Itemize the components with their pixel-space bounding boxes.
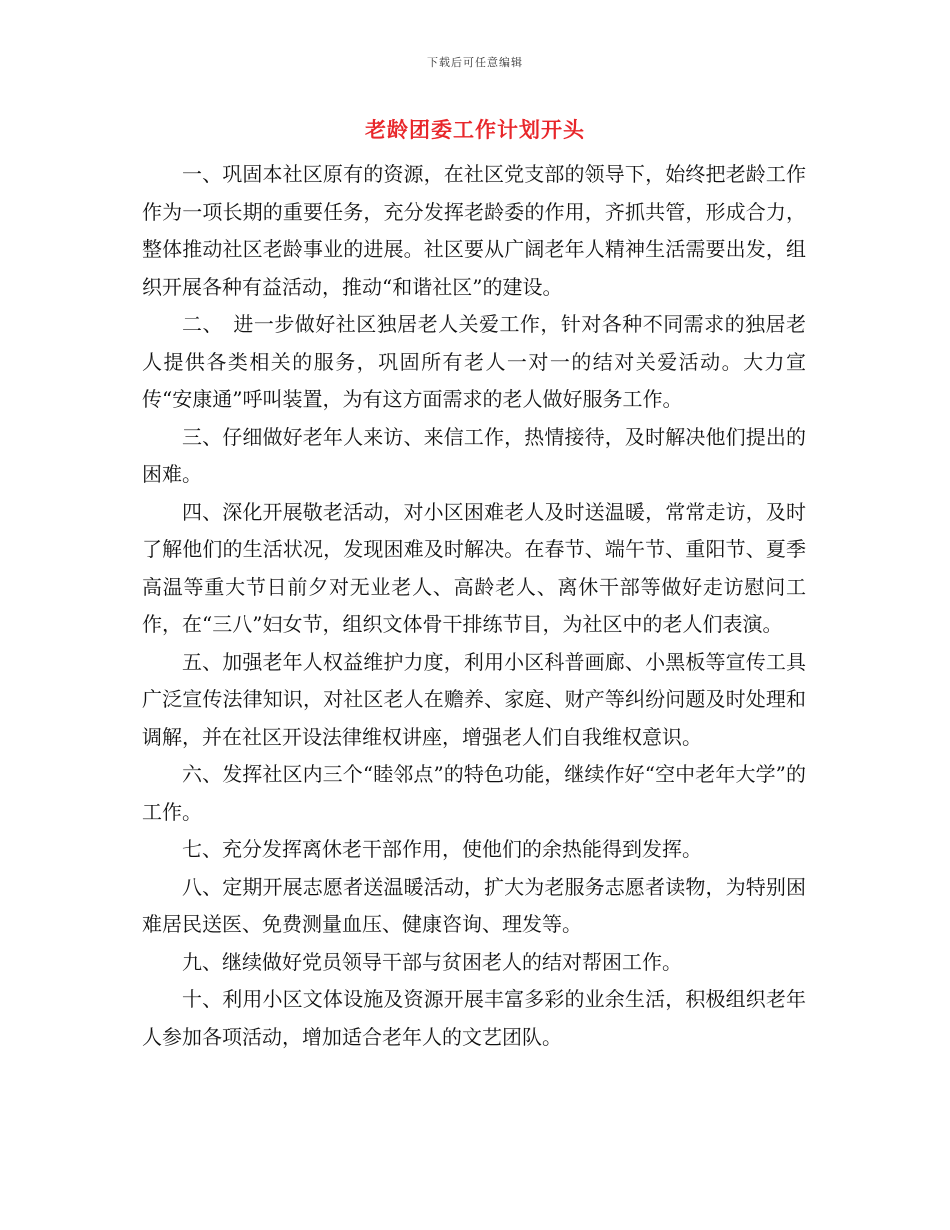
paragraph-6: 六、发挥社区内三个“睦邻点”的特色功能，继续作好“空中老年大学”的工作。 (142, 762, 806, 824)
paragraph-3: 三、仔细做好老年人来访、来信工作，热情接待，及时解决他们提出的困难。 (142, 424, 806, 486)
paragraph-7: 七、充分发挥离休老干部作用，使他们的余热能得到发挥。 (182, 837, 702, 861)
paragraph-4: 四、深化开展敬老活动，对小区困难老人及时送温暖，常常走访，及时了解他们的生活状况，发现困难及时解决。在春节、端午节、重阳节、夏季高温等重大节日前夕对无业老人、高龄老人、离休干部等做好走访慰问工作，在“三八”妇女节，组织文体骨干排练节目，为社区中的老人们表演。 (142, 499, 806, 636)
paragraph-10: 十、利用小区文体设施及资源开展丰富多彩的业余生活，积极组织老年人参加各项活动，增加适合老年人的文艺团队。 (142, 987, 806, 1049)
document-title: 老龄团委工作计划开头 (365, 118, 585, 142)
paragraph-1: 一、巩固本社区原有的资源，在社区党支部的领导下，始终把老龄工作作为一项长期的重要任务，充分发挥老龄委的作用，齐抓共管，形成合力，整体推动社区老龄事业的进展。社区要从广阔老年人精神生活需要出发，组织开展各种有益活动，推动“和谐社区”的建设。 (142, 162, 806, 299)
paragraph-2: 二、 进一步做好社区独居老人关爱工作，针对各种不同需求的独居老人提供各类相关的服务，巩固所有老人一对一的结对关爱活动。大力宣传“安康通”呼叫装置，为有这方面需求的老人做好服务工作。 (142, 312, 806, 411)
paragraph-8: 八、定期开展志愿者送温暖活动，扩大为老服务志愿者读物，为特别困难居民送医、免费测量血压、健康咨询、理发等。 (142, 874, 806, 936)
header-note: 下载后可任意编辑 (427, 56, 523, 69)
paragraph-5: 五、加强老年人权益维护力度，利用小区科普画廊、小黑板等宣传工具广泛宣传法律知识，对社区老人在赡养、家庭、财产等纠纷问题及时处理和调解，并在社区开设法律维权讲座，增强老人们自我维权意识。 (142, 649, 806, 749)
paragraph-9: 九、继续做好党员领导干部与贫困老人的结对帮困工作。 (182, 949, 682, 974)
document-body (142, 156, 806, 1056)
